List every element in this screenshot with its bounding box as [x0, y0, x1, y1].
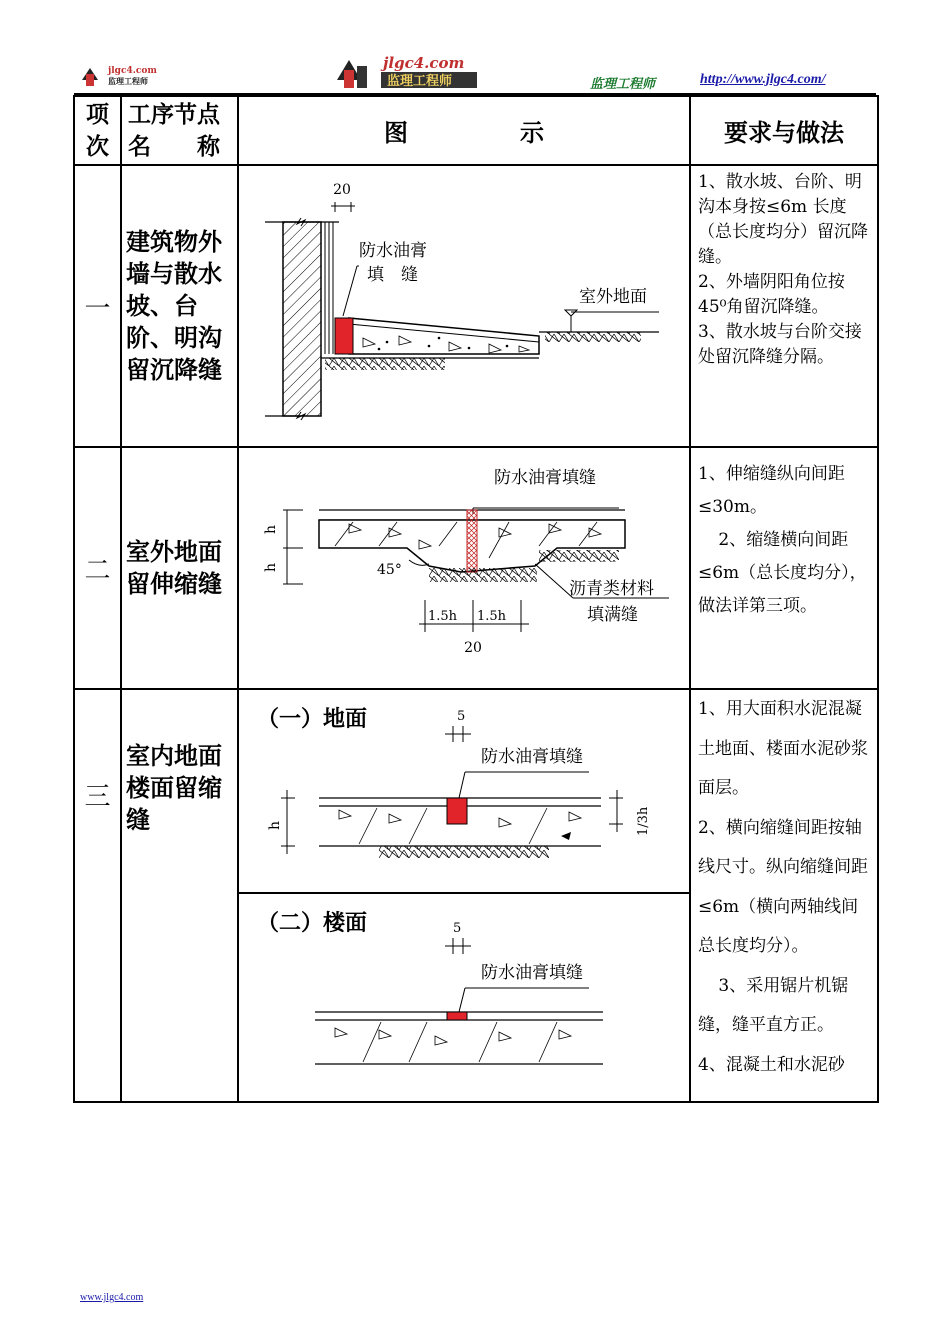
diagram-outdoor-expansion-joint — [239, 448, 689, 684]
asphalt-label-2: 填满缝 — [587, 605, 638, 625]
col-header-step: 工序节点 名 称 — [121, 96, 238, 165]
logo-small[interactable] — [80, 62, 170, 88]
h-label: h — [267, 820, 283, 830]
earth-fill — [325, 358, 445, 370]
table-row — [74, 689, 878, 1102]
dim-label: 20 — [333, 182, 351, 198]
diagram-cell — [238, 689, 690, 1102]
wall-hatch — [283, 222, 321, 416]
process-table — [73, 95, 879, 1103]
col-header-requirements: 要求与做法 — [690, 96, 878, 165]
diagram-cell — [238, 447, 690, 689]
logo-main-sub: 监理工程师 — [387, 74, 453, 89]
diagram-exterior-wall-settlement-joint — [239, 166, 689, 442]
row-index: 三 — [74, 689, 121, 1102]
dim-label: 5 — [457, 709, 466, 724]
angle-label: 45° — [377, 562, 402, 578]
logo-small-sub: 监理工程师 — [108, 76, 148, 86]
filler-label: 防水油膏填缝 — [481, 747, 583, 767]
row-name: 室外地面留伸缩缝 — [121, 447, 238, 689]
footer-url-link[interactable]: www.jlgc4.com — [80, 1292, 144, 1303]
joint-width-label: 20 — [464, 640, 482, 656]
subsection-title-floor: （二）楼面 — [257, 910, 368, 936]
filler-label-2: 填 缝 — [367, 265, 418, 285]
asphalt-label-1: 沥青类材料 — [569, 579, 654, 599]
row-index: 二 — [74, 447, 121, 689]
table-row — [74, 165, 878, 447]
filler-label-1: 防水油膏 — [359, 241, 427, 261]
header-brand-title: 监理工程师 — [590, 77, 656, 92]
row-name: 建筑物外墙与散水坡、台阶、明沟留沉降缝 — [121, 165, 238, 447]
apron-slab — [349, 318, 539, 354]
subsection-title-ground: （一）地面 — [257, 706, 368, 732]
table-header-row — [74, 96, 878, 165]
diagram-indoor-shrinkage-joint — [239, 690, 689, 1097]
col-header-diagram: 图 示 — [238, 96, 690, 165]
header-url-link[interactable]: http://www.jlgc4.com/ — [700, 72, 826, 87]
red-filler-block — [447, 798, 467, 824]
red-filler-strip — [447, 1012, 467, 1020]
third-h-label: 1/3h — [636, 806, 651, 836]
width-label-2: 1.5h — [477, 609, 507, 624]
table-row — [74, 447, 878, 689]
logo-small-text: jlgc4.com — [108, 66, 157, 76]
red-filler-block — [335, 318, 353, 354]
page-header — [0, 0, 950, 95]
requirements-cell: 1、散水坡、台阶、明沟本身按≤6m 长度（总长度均分）留沉降缝。 2、外墙阴阳角位按45⁰角留沉降缝。 3、散水坡与台阶交接处留沉降缝分隔。 — [690, 165, 878, 447]
h-label-2: h — [263, 562, 279, 572]
ground-label: 室外地面 — [579, 287, 647, 307]
logo-main-text: jlgc4.com — [383, 54, 465, 72]
joint-filler — [467, 510, 477, 572]
logo-main[interactable] — [335, 52, 480, 90]
dim-label: 5 — [453, 921, 462, 936]
row-index: 一 — [74, 165, 121, 447]
filler-label: 防水油膏填缝 — [481, 963, 583, 983]
filler-label: 防水油膏填缝 — [494, 468, 596, 488]
requirements-cell: 1、伸缩缝纵向间距≤30m。 2、缩缝横向间距≤6m（总长度均分），做法详第三项。 — [690, 447, 878, 689]
col-header-index: 项 次 — [74, 96, 121, 165]
h-label-1: h — [263, 524, 279, 534]
width-label-1: 1.5h — [428, 609, 458, 624]
row-name: 室内地面楼面留缩缝 — [121, 689, 238, 1102]
diagram-cell — [238, 165, 690, 447]
requirements-cell: 1、用大面积水泥混凝土地面、楼面水泥砂浆面层。 2、横向缩缝间距按轴线尺寸。纵向缩缝间距≤6m（横向两轴线间总长度均分）。 3、采用锯片机锯缝，缝平直方正。 4、混凝土和水泥砂 — [690, 689, 878, 1102]
